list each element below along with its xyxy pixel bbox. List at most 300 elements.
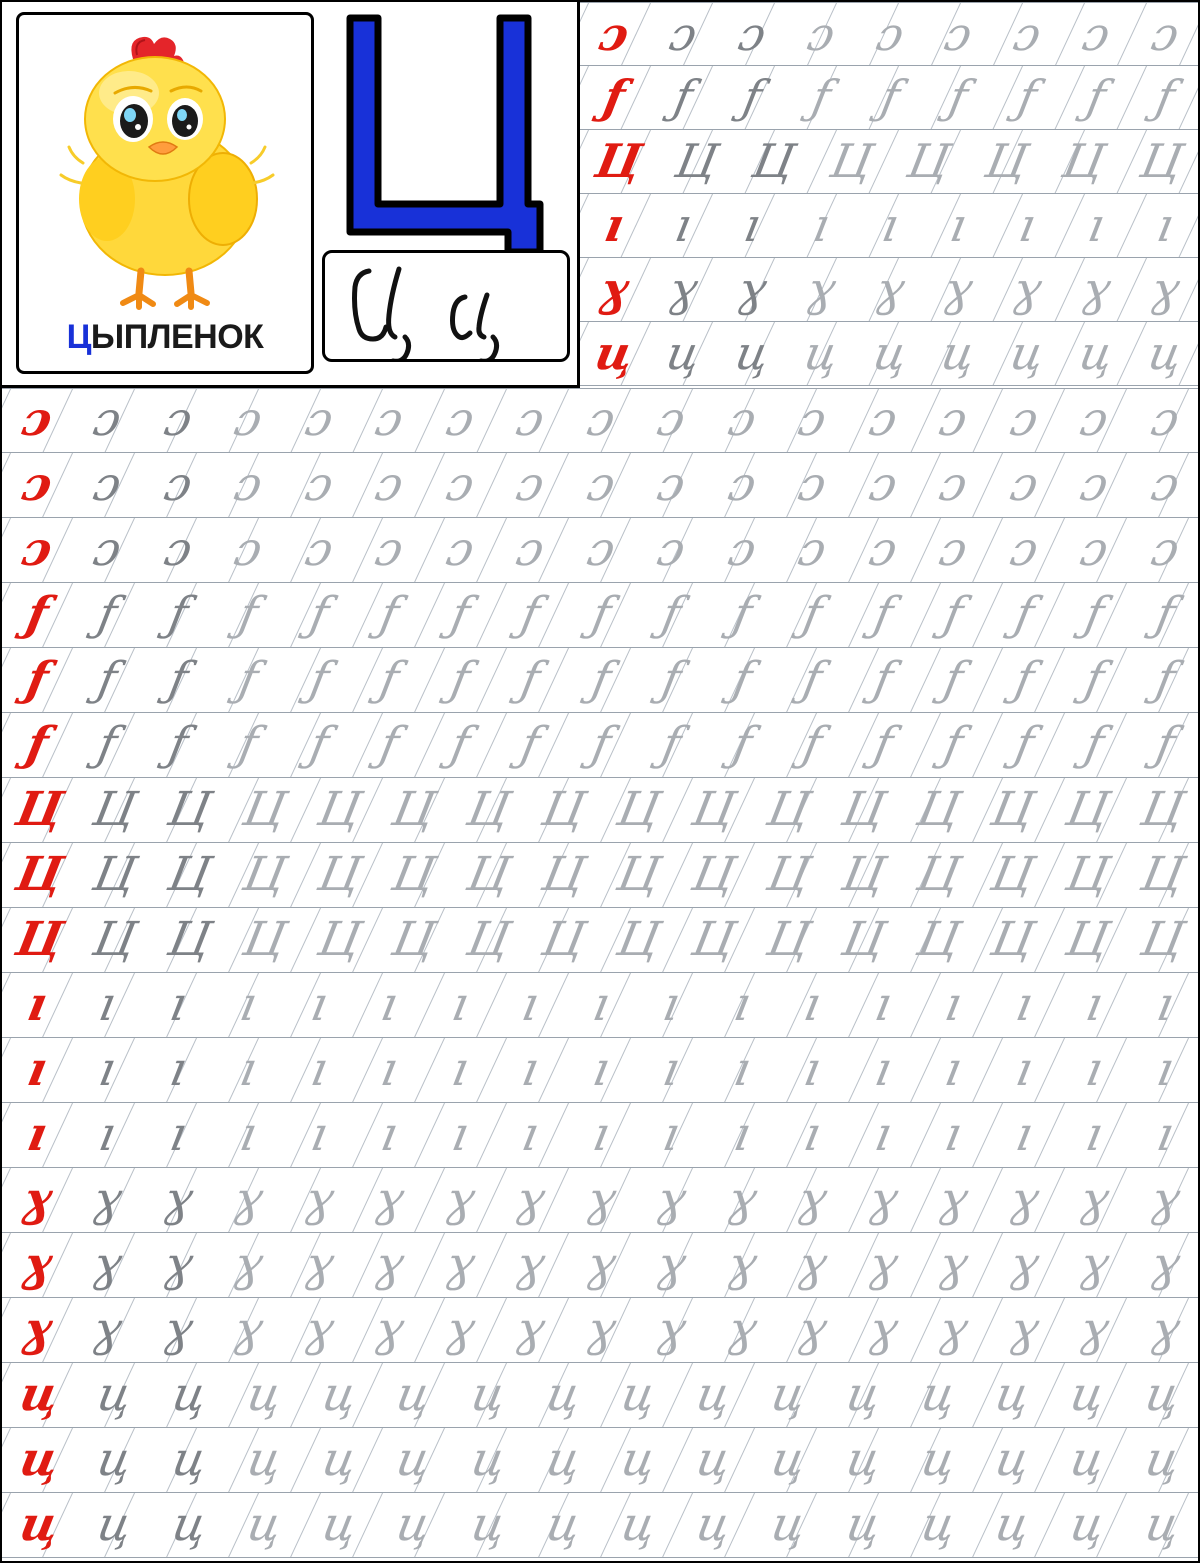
trace-guide-glyph[interactable]: ɔ xyxy=(723,393,761,448)
trace-model-glyph[interactable]: ı xyxy=(23,1106,52,1162)
trace-guide-glyph[interactable]: ц xyxy=(937,326,981,381)
trace-guide-glyph[interactable]: ı xyxy=(517,977,544,1032)
trace-guide-glyph[interactable]: ı xyxy=(799,1107,826,1162)
trace-guide-glyph[interactable]: Ц xyxy=(163,782,215,837)
trace-guide-glyph[interactable]: Ц xyxy=(313,782,365,837)
trace-guide-glyph[interactable]: ɣ xyxy=(88,1302,128,1357)
trace-guide-glyph[interactable]: ɣ xyxy=(1004,1237,1044,1292)
trace-guide-glyph[interactable]: ı xyxy=(517,1042,544,1097)
trace-guide-glyph[interactable]: Ц xyxy=(1136,847,1189,902)
trace-guide-glyph[interactable]: ɣ xyxy=(229,1237,268,1292)
trace-guide-glyph[interactable]: ɔ xyxy=(802,6,840,61)
trace-guide-glyph[interactable]: ц xyxy=(841,1367,885,1422)
trace-guide-glyph[interactable]: ɔ xyxy=(864,393,902,448)
trace-guide-glyph[interactable]: ɔ xyxy=(371,457,409,512)
trace-guide-glyph[interactable]: ƒ xyxy=(1009,717,1038,772)
trace-guide-glyph[interactable]: Ц xyxy=(1062,912,1114,967)
trace-guide-glyph[interactable]: ı xyxy=(658,1042,685,1097)
trace-guide-glyph[interactable]: ц xyxy=(392,1367,436,1422)
trace-guide-glyph[interactable]: ƒ xyxy=(93,717,122,772)
trace-guide-glyph[interactable]: ц xyxy=(167,1367,211,1422)
trace-guide-glyph[interactable]: ƒ xyxy=(807,70,835,125)
trace-guide-glyph[interactable]: ƒ xyxy=(669,70,698,125)
trace-guide-glyph[interactable]: ı xyxy=(940,977,967,1032)
trace-guide-glyph[interactable]: ц xyxy=(799,326,843,381)
trace-guide-glyph[interactable]: ɣ xyxy=(1145,1302,1185,1357)
trace-guide-glyph[interactable]: ı xyxy=(588,977,614,1032)
trace-model-glyph[interactable]: ɣ xyxy=(18,1301,57,1357)
trace-guide-glyph[interactable]: ƒ xyxy=(516,587,545,642)
trace-guide-glyph[interactable]: ɔ xyxy=(300,522,338,577)
trace-guide-glyph[interactable]: Ц xyxy=(762,782,814,837)
trace-guide-glyph[interactable]: Ц xyxy=(912,782,964,837)
trace-guide-glyph[interactable]: ц xyxy=(841,1497,885,1552)
trace-guide-glyph[interactable]: ц xyxy=(616,1367,661,1422)
trace-guide-glyph[interactable]: Ц xyxy=(238,782,290,837)
trace-guide-glyph[interactable]: ƒ xyxy=(1080,587,1109,642)
trace-guide-glyph[interactable]: ц xyxy=(242,1497,286,1552)
trace-guide-glyph[interactable]: ɔ xyxy=(371,522,409,577)
trace-guide-glyph[interactable]: ɔ xyxy=(653,522,690,577)
trace-model-glyph[interactable]: ı xyxy=(23,976,52,1032)
trace-guide-glyph[interactable]: ɔ xyxy=(89,457,127,512)
trace-guide-glyph[interactable]: ƒ xyxy=(1013,70,1042,125)
trace-guide-glyph[interactable]: ц xyxy=(991,1367,1035,1422)
trace-guide-glyph[interactable]: Ц xyxy=(670,134,722,189)
trace-guide-glyph[interactable]: ı xyxy=(306,1042,332,1097)
trace-guide-glyph[interactable]: ɔ xyxy=(300,457,338,512)
trace-guide-glyph[interactable]: ɣ xyxy=(939,262,978,317)
trace-guide-glyph[interactable]: ц xyxy=(392,1432,436,1487)
trace-guide-glyph[interactable]: ɣ xyxy=(1075,1237,1114,1292)
trace-guide-glyph[interactable]: ц xyxy=(1066,1432,1110,1487)
trace-guide-glyph[interactable]: Ц xyxy=(825,134,877,189)
trace-guide-glyph[interactable]: ц xyxy=(1075,326,1118,381)
trace-guide-glyph[interactable]: Ц xyxy=(1062,847,1114,902)
trace-guide-glyph[interactable]: ƒ xyxy=(1009,587,1038,642)
trace-guide-glyph[interactable]: ц xyxy=(991,1432,1035,1487)
trace-guide-glyph[interactable]: Ц xyxy=(238,912,290,967)
trace-guide-glyph[interactable]: ı xyxy=(940,1107,967,1162)
trace-guide-glyph[interactable]: ɣ xyxy=(299,1302,339,1357)
trace-guide-glyph[interactable]: ц xyxy=(467,1497,511,1552)
trace-guide-glyph[interactable]: ı xyxy=(1011,1042,1037,1097)
trace-guide-glyph[interactable]: ƒ xyxy=(93,587,122,642)
practice-row[interactable] xyxy=(2,1363,1200,1428)
trace-guide-glyph[interactable]: ƒ xyxy=(164,587,193,642)
trace-guide-glyph[interactable]: Ц xyxy=(313,847,365,902)
trace-guide-glyph[interactable]: ı xyxy=(1152,198,1179,253)
trace-guide-glyph[interactable]: ɔ xyxy=(935,393,972,448)
trace-guide-glyph[interactable]: ɣ xyxy=(802,262,841,317)
trace-guide-glyph[interactable]: Ц xyxy=(88,782,141,837)
trace-guide-glyph[interactable]: ɣ xyxy=(722,1302,762,1357)
trace-guide-glyph[interactable]: Ц xyxy=(687,782,740,837)
trace-guide-glyph[interactable]: ɔ xyxy=(230,522,268,577)
trace-guide-glyph[interactable]: ɣ xyxy=(299,1237,339,1292)
trace-guide-glyph[interactable]: ц xyxy=(766,1367,810,1422)
trace-guide-glyph[interactable]: ɣ xyxy=(664,262,703,317)
trace-model-glyph[interactable]: ɔ xyxy=(17,392,58,448)
trace-guide-glyph[interactable]: ɣ xyxy=(1004,1302,1044,1357)
trace-guide-glyph[interactable]: Ц xyxy=(762,912,814,967)
trace-guide-glyph[interactable]: ı xyxy=(940,1042,967,1097)
trace-guide-glyph[interactable]: ц xyxy=(92,1497,136,1552)
trace-guide-glyph[interactable]: Ц xyxy=(1062,782,1114,837)
trace-guide-glyph[interactable]: ı xyxy=(588,1107,614,1162)
trace-guide-glyph[interactable]: Ц xyxy=(987,782,1039,837)
trace-guide-glyph[interactable]: ɔ xyxy=(794,393,831,448)
trace-guide-glyph[interactable]: ц xyxy=(467,1432,511,1487)
trace-guide-glyph[interactable]: Ц xyxy=(912,847,964,902)
trace-guide-glyph[interactable]: ɣ xyxy=(229,1302,268,1357)
practice-row[interactable] xyxy=(2,583,1200,648)
trace-model-glyph[interactable]: ц xyxy=(15,1496,64,1552)
trace-guide-glyph[interactable]: ƒ xyxy=(1082,70,1111,125)
trace-guide-glyph[interactable]: Ц xyxy=(837,782,889,837)
trace-guide-glyph[interactable]: ц xyxy=(242,1367,286,1422)
trace-guide-glyph[interactable]: ƒ xyxy=(516,652,545,707)
practice-row[interactable] xyxy=(2,1233,1200,1298)
trace-guide-glyph[interactable]: ɔ xyxy=(1005,457,1043,512)
practice-row[interactable] xyxy=(2,388,1200,453)
trace-guide-glyph[interactable]: ƒ xyxy=(657,652,686,707)
trace-guide-glyph[interactable]: ı xyxy=(1152,1107,1178,1162)
practice-row[interactable] xyxy=(2,1428,1200,1493)
trace-guide-glyph[interactable]: ɣ xyxy=(870,262,909,317)
trace-guide-glyph[interactable]: ɔ xyxy=(665,6,702,61)
trace-guide-glyph[interactable]: ɣ xyxy=(88,1237,128,1292)
trace-guide-glyph[interactable]: ƒ xyxy=(939,717,968,772)
trace-guide-glyph[interactable]: Ц xyxy=(313,912,365,967)
trace-guide-glyph[interactable]: ɣ xyxy=(1145,1237,1185,1292)
trace-guide-glyph[interactable]: ɣ xyxy=(581,1172,621,1227)
trace-guide-glyph[interactable]: ɣ xyxy=(652,1302,691,1357)
trace-guide-glyph[interactable]: ɣ xyxy=(370,1172,409,1227)
trace-guide-glyph[interactable]: ɔ xyxy=(159,393,197,448)
trace-guide-glyph[interactable]: ɔ xyxy=(1009,6,1046,61)
trace-guide-glyph[interactable]: Ц xyxy=(987,847,1039,902)
practice-row[interactable] xyxy=(2,1493,1200,1558)
trace-model-glyph[interactable]: Ц xyxy=(11,846,68,902)
trace-guide-glyph[interactable]: Ц xyxy=(612,782,665,837)
trace-guide-glyph[interactable]: ɣ xyxy=(581,1302,621,1357)
trace-guide-glyph[interactable]: ı xyxy=(235,1107,262,1162)
trace-guide-glyph[interactable]: ƒ xyxy=(876,70,904,125)
trace-guide-glyph[interactable]: Ц xyxy=(980,134,1032,189)
practice-row[interactable] xyxy=(580,194,1200,258)
trace-guide-glyph[interactable]: Ц xyxy=(612,847,665,902)
trace-guide-glyph[interactable]: Ц xyxy=(388,782,440,837)
trace-guide-glyph[interactable]: ɔ xyxy=(441,522,479,577)
trace-guide-glyph[interactable]: ɔ xyxy=(1147,6,1184,61)
trace-guide-glyph[interactable]: ɣ xyxy=(1075,1302,1114,1357)
trace-model-glyph[interactable]: ɔ xyxy=(595,6,634,61)
trace-guide-glyph[interactable]: ı xyxy=(870,977,896,1032)
trace-guide-glyph[interactable]: ı xyxy=(165,1107,191,1162)
trace-guide-glyph[interactable]: ƒ xyxy=(375,652,404,707)
trace-guide-glyph[interactable]: ƒ xyxy=(164,652,193,707)
trace-model-glyph[interactable]: Ц xyxy=(591,134,647,189)
trace-guide-glyph[interactable]: ɣ xyxy=(1075,1172,1114,1227)
trace-guide-glyph[interactable]: ı xyxy=(306,977,332,1032)
trace-guide-glyph[interactable]: ц xyxy=(691,1497,735,1552)
trace-guide-glyph[interactable]: ı xyxy=(799,977,826,1032)
trace-guide-glyph[interactable]: ц xyxy=(916,1367,960,1422)
trace-guide-glyph[interactable]: ƒ xyxy=(1150,717,1179,772)
trace-guide-glyph[interactable]: ɔ xyxy=(441,393,479,448)
trace-guide-glyph[interactable]: ц xyxy=(916,1497,960,1552)
trace-guide-glyph[interactable]: ı xyxy=(1081,1042,1108,1097)
trace-model-glyph[interactable]: ɣ xyxy=(595,262,634,317)
trace-guide-glyph[interactable]: ɣ xyxy=(158,1237,198,1292)
trace-guide-glyph[interactable]: Ц xyxy=(748,134,800,189)
trace-guide-glyph[interactable]: ƒ xyxy=(164,717,193,772)
trace-guide-glyph[interactable]: ı xyxy=(658,977,685,1032)
trace-guide-glyph[interactable]: ƒ xyxy=(1009,652,1038,707)
trace-guide-glyph[interactable]: ц xyxy=(542,1497,586,1552)
trace-guide-glyph[interactable]: ı xyxy=(447,1042,473,1097)
trace-guide-glyph[interactable]: ı xyxy=(447,1107,473,1162)
trace-guide-glyph[interactable]: Ц xyxy=(837,912,889,967)
trace-guide-glyph[interactable]: ц xyxy=(868,326,912,381)
trace-guide-glyph[interactable]: ɔ xyxy=(864,522,902,577)
trace-guide-glyph[interactable]: ı xyxy=(376,1107,403,1162)
trace-guide-glyph[interactable]: ɣ xyxy=(722,1172,762,1227)
trace-guide-glyph[interactable]: ƒ xyxy=(728,717,756,772)
trace-model-glyph[interactable]: ƒ xyxy=(599,70,630,125)
trace-guide-glyph[interactable]: ц xyxy=(92,1432,136,1487)
trace-guide-glyph[interactable]: ɔ xyxy=(723,522,761,577)
trace-guide-glyph[interactable]: ı xyxy=(658,1107,685,1162)
trace-guide-glyph[interactable]: ƒ xyxy=(798,717,827,772)
trace-guide-glyph[interactable]: ц xyxy=(661,326,705,381)
trace-guide-glyph[interactable]: ı xyxy=(1081,977,1108,1032)
trace-guide-glyph[interactable]: ц xyxy=(766,1432,810,1487)
trace-guide-glyph[interactable]: ц xyxy=(691,1367,735,1422)
trace-guide-glyph[interactable]: ɣ xyxy=(733,262,772,317)
trace-guide-glyph[interactable]: ц xyxy=(317,1432,361,1487)
trace-guide-glyph[interactable]: ɔ xyxy=(1146,457,1184,512)
practice-row[interactable] xyxy=(2,1298,1200,1363)
trace-guide-glyph[interactable]: ц xyxy=(92,1367,136,1422)
trace-guide-glyph[interactable]: ц xyxy=(167,1432,211,1487)
practice-row[interactable] xyxy=(2,518,1200,583)
trace-guide-glyph[interactable]: ɔ xyxy=(1075,522,1113,577)
trace-guide-glyph[interactable]: ƒ xyxy=(446,717,475,772)
trace-guide-glyph[interactable]: ц xyxy=(1066,1367,1110,1422)
trace-guide-glyph[interactable]: ɣ xyxy=(370,1302,409,1357)
trace-guide-glyph[interactable]: ɔ xyxy=(1005,393,1043,448)
trace-guide-glyph[interactable]: Ц xyxy=(163,847,215,902)
trace-guide-glyph[interactable]: ɔ xyxy=(230,457,268,512)
trace-guide-glyph[interactable]: ƒ xyxy=(587,587,615,642)
trace-guide-glyph[interactable]: Ц xyxy=(463,912,515,967)
trace-guide-glyph[interactable]: ƒ xyxy=(728,652,756,707)
practice-row[interactable] xyxy=(2,713,1200,778)
trace-guide-glyph[interactable]: ı xyxy=(729,1042,755,1097)
trace-guide-glyph[interactable]: ц xyxy=(841,1432,885,1487)
practice-row[interactable] xyxy=(2,908,1200,973)
trace-guide-glyph[interactable]: ц xyxy=(691,1432,735,1487)
trace-guide-glyph[interactable]: ƒ xyxy=(1080,652,1109,707)
trace-guide-glyph[interactable]: ц xyxy=(1066,1497,1110,1552)
trace-guide-glyph[interactable]: ƒ xyxy=(375,717,404,772)
trace-guide-glyph[interactable]: Ц xyxy=(837,847,889,902)
trace-guide-glyph[interactable]: Ц xyxy=(687,847,740,902)
trace-model-glyph[interactable]: ɔ xyxy=(17,521,58,577)
trace-guide-glyph[interactable]: ı xyxy=(165,1042,191,1097)
trace-model-glyph[interactable]: ı xyxy=(600,198,629,253)
trace-guide-glyph[interactable]: ƒ xyxy=(1150,587,1179,642)
trace-guide-glyph[interactable]: ɣ xyxy=(1145,1172,1185,1227)
trace-guide-glyph[interactable]: ı xyxy=(517,1107,544,1162)
trace-guide-glyph[interactable]: ı xyxy=(447,977,473,1032)
trace-guide-glyph[interactable]: ɔ xyxy=(871,6,909,61)
trace-guide-glyph[interactable]: ı xyxy=(588,1042,614,1097)
trace-guide-glyph[interactable]: ɔ xyxy=(864,457,902,512)
trace-guide-glyph[interactable]: ц xyxy=(1144,326,1187,381)
trace-guide-glyph[interactable]: ɔ xyxy=(723,457,761,512)
trace-guide-glyph[interactable]: ɣ xyxy=(440,1302,480,1357)
trace-guide-glyph[interactable]: ƒ xyxy=(1080,717,1109,772)
trace-guide-glyph[interactable]: ƒ xyxy=(798,652,827,707)
trace-guide-glyph[interactable]: ɔ xyxy=(512,457,549,512)
trace-guide-glyph[interactable]: ɣ xyxy=(440,1172,480,1227)
trace-guide-glyph[interactable]: ɔ xyxy=(582,393,620,448)
trace-guide-glyph[interactable]: ц xyxy=(317,1497,361,1552)
trace-guide-glyph[interactable]: ц xyxy=(317,1367,361,1422)
practice-row[interactable] xyxy=(580,2,1200,66)
trace-guide-glyph[interactable]: ц xyxy=(1141,1497,1185,1552)
trace-guide-glyph[interactable]: ɔ xyxy=(159,522,197,577)
trace-guide-glyph[interactable]: ƒ xyxy=(1150,652,1179,707)
trace-guide-glyph[interactable]: ɔ xyxy=(1146,393,1184,448)
trace-guide-glyph[interactable]: ı xyxy=(376,1042,403,1097)
trace-guide-glyph[interactable]: ı xyxy=(729,977,755,1032)
trace-guide-glyph[interactable]: ɔ xyxy=(89,393,127,448)
trace-guide-glyph[interactable]: ƒ xyxy=(234,717,263,772)
trace-guide-glyph[interactable]: ı xyxy=(306,1107,332,1162)
trace-model-glyph[interactable]: ц xyxy=(15,1431,64,1487)
trace-guide-glyph[interactable]: ƒ xyxy=(587,652,615,707)
trace-guide-glyph[interactable]: ɣ xyxy=(158,1172,198,1227)
trace-guide-glyph[interactable]: ɔ xyxy=(1075,393,1113,448)
trace-guide-glyph[interactable]: ɔ xyxy=(512,393,549,448)
trace-guide-glyph[interactable]: ı xyxy=(1083,198,1110,253)
trace-guide-glyph[interactable]: ı xyxy=(870,1107,896,1162)
trace-guide-glyph[interactable]: ɣ xyxy=(299,1172,339,1227)
trace-guide-glyph[interactable]: ɣ xyxy=(722,1237,762,1292)
trace-guide-glyph[interactable]: ƒ xyxy=(945,70,973,125)
trace-guide-glyph[interactable]: Ц xyxy=(1135,134,1187,189)
trace-guide-glyph[interactable]: ɣ xyxy=(652,1172,691,1227)
trace-guide-glyph[interactable]: ɣ xyxy=(511,1237,550,1292)
trace-guide-glyph[interactable]: ц xyxy=(167,1497,211,1552)
trace-guide-glyph[interactable]: ƒ xyxy=(869,717,897,772)
practice-row[interactable] xyxy=(2,778,1200,843)
trace-guide-glyph[interactable]: Ц xyxy=(612,912,665,967)
trace-guide-glyph[interactable]: ƒ xyxy=(234,652,263,707)
trace-guide-glyph[interactable]: ƒ xyxy=(798,587,827,642)
trace-guide-glyph[interactable]: ı xyxy=(739,198,765,253)
trace-guide-glyph[interactable]: ɣ xyxy=(934,1302,973,1357)
trace-guide-glyph[interactable]: ƒ xyxy=(869,652,897,707)
trace-guide-glyph[interactable]: Ц xyxy=(238,847,290,902)
trace-guide-glyph[interactable]: Ц xyxy=(537,847,590,902)
trace-guide-glyph[interactable]: ı xyxy=(1152,977,1178,1032)
practice-row[interactable] xyxy=(580,66,1200,130)
practice-row[interactable] xyxy=(2,973,1200,1038)
trace-guide-glyph[interactable]: ɔ xyxy=(441,457,479,512)
trace-guide-glyph[interactable]: ƒ xyxy=(939,652,968,707)
trace-guide-glyph[interactable]: ɣ xyxy=(229,1172,268,1227)
trace-guide-glyph[interactable]: ƒ xyxy=(93,652,122,707)
trace-guide-glyph[interactable]: ı xyxy=(95,977,121,1032)
trace-guide-glyph[interactable]: ı xyxy=(1011,1107,1037,1162)
trace-guide-glyph[interactable]: ı xyxy=(877,198,903,253)
trace-guide-glyph[interactable]: ɔ xyxy=(794,457,831,512)
trace-guide-glyph[interactable]: ɣ xyxy=(1077,262,1116,317)
trace-guide-glyph[interactable]: ц xyxy=(991,1497,1035,1552)
trace-guide-glyph[interactable]: ɔ xyxy=(794,522,831,577)
trace-guide-glyph[interactable]: ц xyxy=(242,1432,286,1487)
trace-guide-glyph[interactable]: ƒ xyxy=(869,587,897,642)
trace-guide-glyph[interactable]: Ц xyxy=(88,847,141,902)
trace-guide-glyph[interactable]: ц xyxy=(392,1497,436,1552)
trace-guide-glyph[interactable]: ɣ xyxy=(863,1172,903,1227)
trace-guide-glyph[interactable]: ƒ xyxy=(728,587,756,642)
trace-guide-glyph[interactable]: Ц xyxy=(987,912,1039,967)
trace-guide-glyph[interactable]: ɔ xyxy=(582,457,620,512)
practice-row[interactable] xyxy=(2,843,1200,908)
trace-guide-glyph[interactable]: Ц xyxy=(537,782,590,837)
trace-guide-glyph[interactable]: ı xyxy=(95,1042,121,1097)
trace-guide-glyph[interactable]: ɔ xyxy=(653,457,690,512)
trace-guide-glyph[interactable]: Ц xyxy=(687,912,740,967)
trace-guide-glyph[interactable]: ц xyxy=(542,1367,586,1422)
trace-guide-glyph[interactable]: Ц xyxy=(1136,782,1189,837)
trace-guide-glyph[interactable]: ƒ xyxy=(1151,70,1180,125)
trace-guide-glyph[interactable]: ɔ xyxy=(935,457,972,512)
trace-guide-glyph[interactable]: ц xyxy=(616,1497,661,1552)
trace-model-glyph[interactable]: ƒ xyxy=(21,651,53,707)
trace-guide-glyph[interactable]: ɣ xyxy=(793,1302,832,1357)
trace-guide-glyph[interactable]: ɣ xyxy=(652,1237,691,1292)
trace-guide-glyph[interactable]: ı xyxy=(870,1042,896,1097)
trace-guide-glyph[interactable]: Ц xyxy=(88,912,141,967)
trace-guide-glyph[interactable]: ɔ xyxy=(734,6,771,61)
trace-guide-glyph[interactable]: Ц xyxy=(1058,134,1110,189)
trace-guide-glyph[interactable]: ɣ xyxy=(934,1172,973,1227)
trace-guide-glyph[interactable]: ɔ xyxy=(300,393,338,448)
trace-guide-glyph[interactable]: ƒ xyxy=(516,717,545,772)
trace-guide-glyph[interactable]: ƒ xyxy=(375,587,404,642)
trace-guide-glyph[interactable]: ɔ xyxy=(1075,457,1113,512)
trace-guide-glyph[interactable]: ɣ xyxy=(511,1302,550,1357)
trace-guide-glyph[interactable]: Ц xyxy=(912,912,964,967)
trace-guide-glyph[interactable]: ƒ xyxy=(939,587,968,642)
trace-guide-glyph[interactable]: ц xyxy=(730,326,774,381)
trace-guide-glyph[interactable]: ɔ xyxy=(230,393,268,448)
trace-guide-glyph[interactable]: ı xyxy=(1152,1042,1178,1097)
trace-guide-glyph[interactable]: ɣ xyxy=(511,1172,550,1227)
trace-guide-glyph[interactable]: ƒ xyxy=(234,587,263,642)
trace-guide-glyph[interactable]: ц xyxy=(616,1432,661,1487)
practice-row[interactable] xyxy=(2,1168,1200,1233)
trace-guide-glyph[interactable]: ı xyxy=(235,977,262,1032)
trace-guide-glyph[interactable]: ɣ xyxy=(1008,262,1047,317)
